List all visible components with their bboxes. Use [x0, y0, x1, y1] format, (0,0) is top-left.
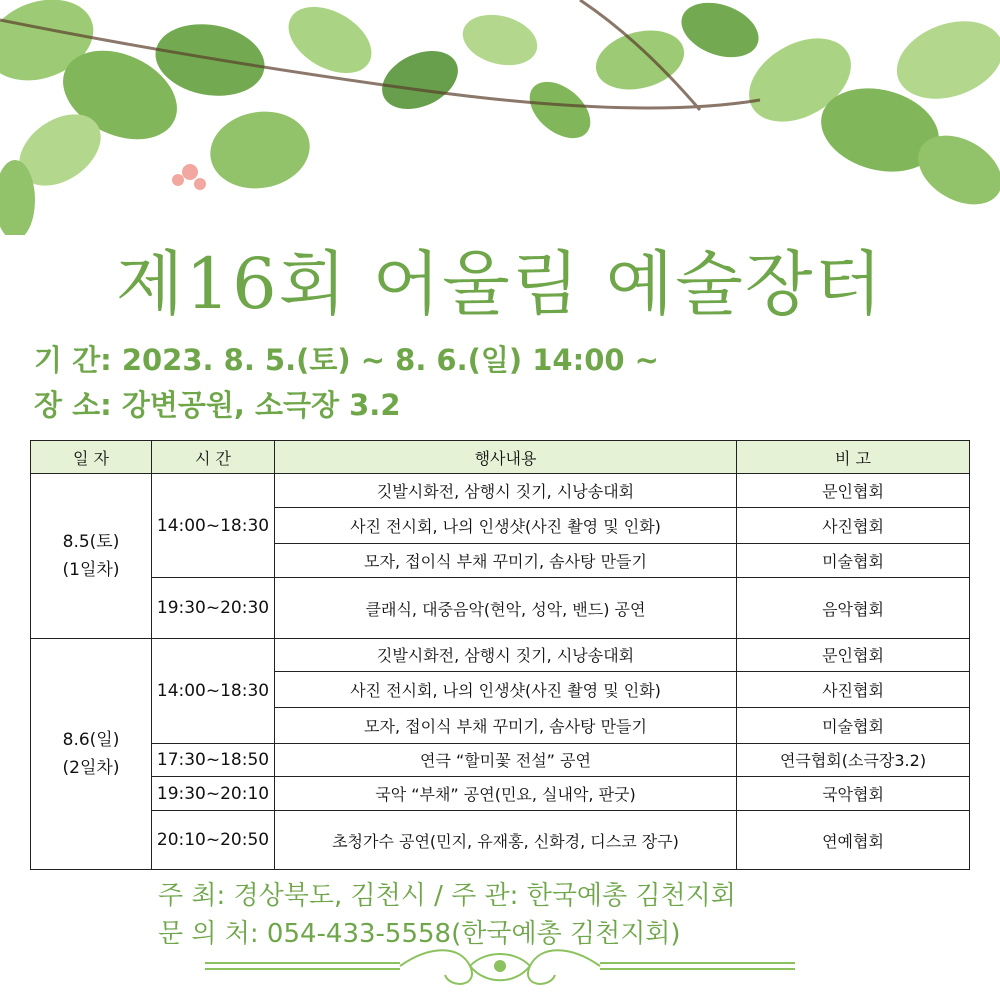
day1-slot2-time: 19:30~20:30: [152, 578, 275, 639]
table-row: [31, 474, 970, 507]
footer-host-line: [158, 875, 736, 912]
event-cell: 깃발시화전, 삼행시 짓기, 시낭송대회: [275, 474, 737, 507]
day2-slot1-time: 14:00~18:30: [152, 638, 275, 743]
event-venue: 장 소: 강변공원, 소극장 3.2: [34, 388, 401, 422]
day2-slot4-time: 20:10~20:50: [152, 811, 275, 870]
note-cell: 사진협회: [737, 507, 970, 543]
note-cell: 미술협회: [737, 708, 970, 743]
day2-date: 8.6(일): [62, 729, 120, 750]
table-header-row: [31, 441, 970, 474]
note-cell: 음악협회: [737, 578, 970, 639]
event-cell: 연극 “할미꽃 전설” 공연: [275, 743, 737, 776]
header-note: 비 고: [737, 441, 970, 474]
table-row: [31, 638, 970, 671]
header-time: 시 간: [152, 441, 275, 474]
host-label: 주 최:: [158, 881, 234, 911]
ornament-divider-icon: [200, 945, 800, 995]
table-row: [31, 578, 970, 639]
note-cell: 연극협회(소극장3.2): [737, 743, 970, 776]
organizer-label: 주 관:: [451, 881, 527, 911]
table-row: [31, 777, 970, 811]
day1-date: 8.5(토): [62, 532, 120, 553]
event-cell: 깃발시화전, 삼행시 짓기, 시낭송대회: [275, 638, 737, 671]
note-cell: 사진협회: [737, 672, 970, 708]
contact-value: 054-433-5558(한국예총 김천지회): [266, 919, 681, 949]
schedule-table: [30, 440, 970, 870]
note-cell: 문인협회: [737, 638, 970, 671]
contact-label: 문 의 처:: [158, 919, 267, 949]
event-cell: 사진 전시회, 나의 인생샷(사진 촬영 및 인화): [275, 672, 737, 708]
event-period: 기 간: 2023. 8. 5.(토) ~ 8. 6.(일) 14:00 ~: [34, 343, 659, 377]
header-event: 행사내용: [275, 441, 737, 474]
header-date: 일 자: [31, 441, 152, 474]
table-row: [31, 743, 970, 776]
day1-label: (1일차): [62, 560, 120, 581]
note-cell: 국악협회: [737, 777, 970, 811]
leaf-border-decoration: [0, 0, 1000, 235]
day1-cell: [31, 474, 152, 639]
note-cell: 연예협회: [737, 811, 970, 870]
organizer-value: 한국예총 김천지회: [526, 881, 736, 911]
host-value: 경상북도, 김천시 /: [233, 881, 452, 911]
day2-slot3-time: 19:30~20:10: [152, 777, 275, 811]
event-cell: 사진 전시회, 나의 인생샷(사진 촬영 및 인화): [275, 507, 737, 543]
day1-slot1-time: 14:00~18:30: [152, 474, 275, 578]
note-cell: 문인협회: [737, 474, 970, 507]
note-cell: 미술협회: [737, 543, 970, 577]
page-title: 제16회 어울림 예술장터: [115, 243, 885, 325]
event-cell: 초청가수 공연(민지, 유재홍, 신화경, 디스코 장구): [275, 811, 737, 870]
event-cell: 모자, 접이식 부채 꾸미기, 솜사탕 만들기: [275, 708, 737, 743]
day2-label: (2일차): [62, 757, 120, 778]
day2-slot2-time: 17:30~18:50: [152, 743, 275, 776]
table-row: [31, 811, 970, 870]
event-cell: 모자, 접이식 부채 꾸미기, 솜사탕 만들기: [275, 543, 737, 577]
event-cell: 국악 “부채” 공연(민요, 실내악, 판굿): [275, 777, 737, 811]
event-cell: 클래식, 대중음악(현악, 성악, 밴드) 공연: [275, 578, 737, 639]
day2-cell: [31, 638, 152, 869]
